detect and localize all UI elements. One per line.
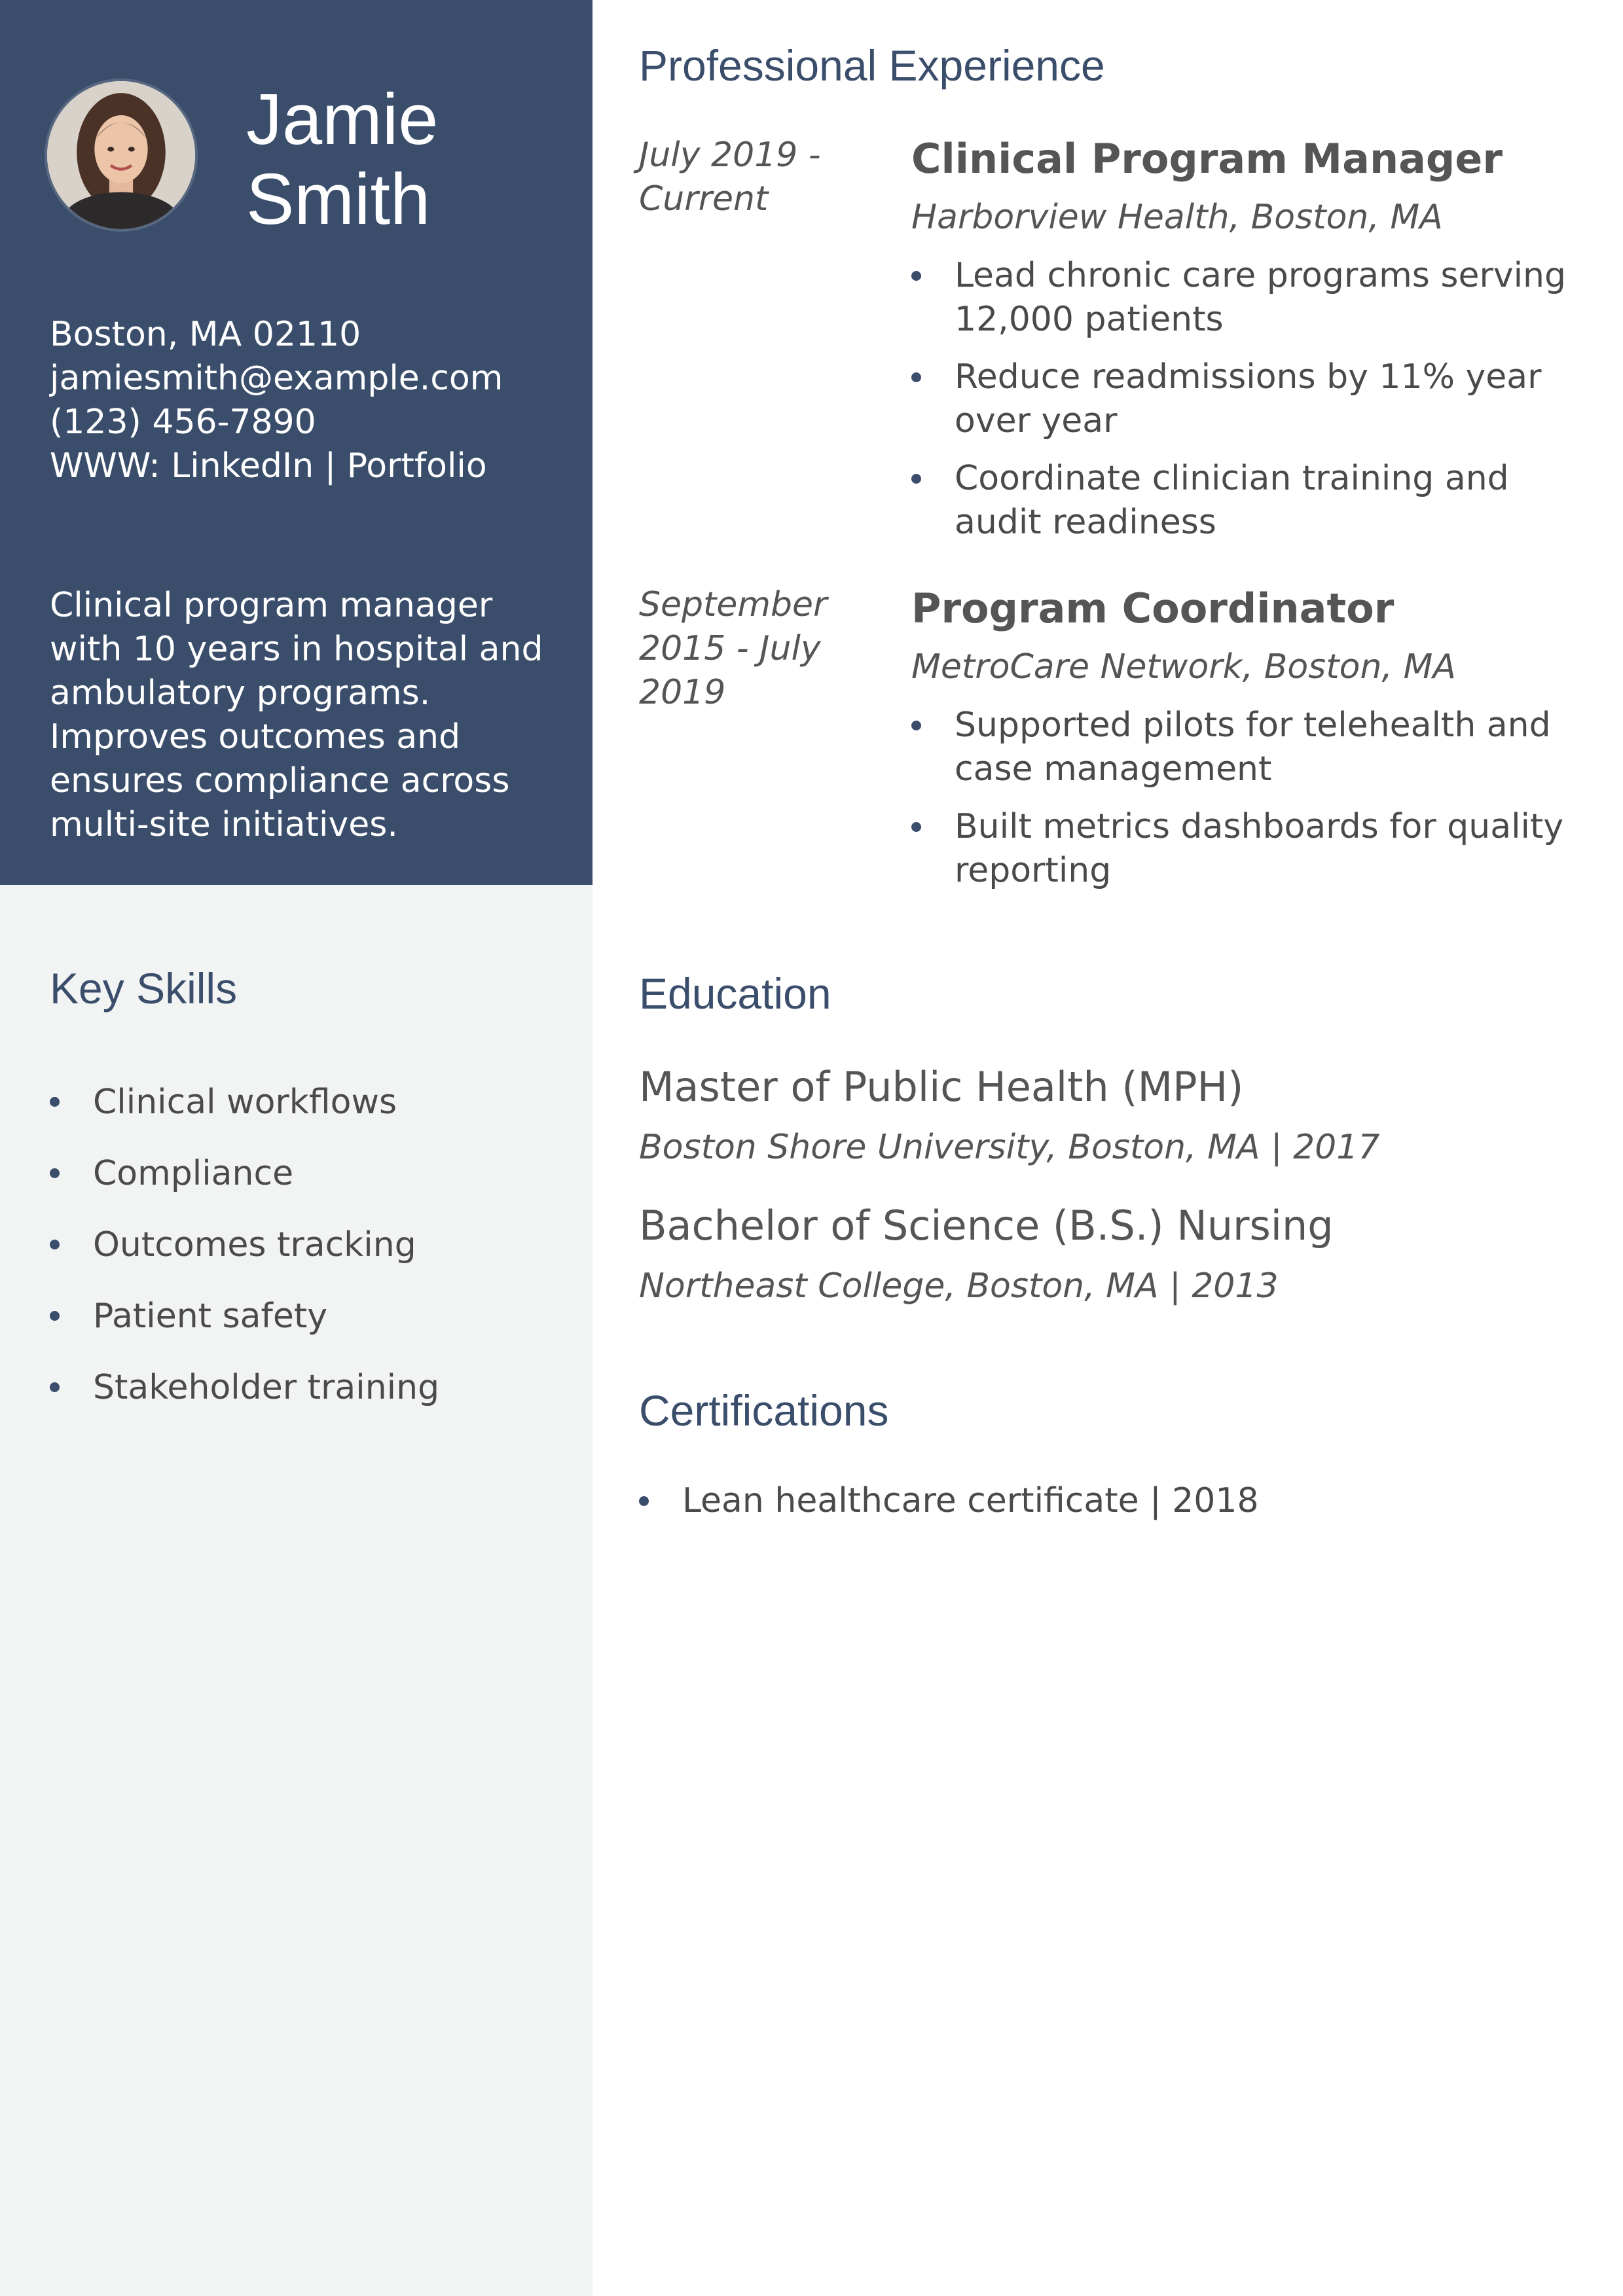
- web-links[interactable]: WWW: LinkedIn | Portfolio: [50, 446, 487, 486]
- school: Boston Shore University, Boston, MA | 2017: [639, 1128, 1380, 1167]
- job-bullet: Reduce readmissions by 11% year over year: [911, 355, 1579, 443]
- job-dates: July 2019 - Current: [639, 135, 821, 219]
- job-title: Program Coordinator: [911, 584, 1395, 632]
- skills-list: [50, 1067, 439, 1424]
- job-bullet: Supported pilots for telehealth and case management: [911, 704, 1579, 791]
- job-bullets: [911, 704, 1579, 906]
- skill-item: Patient safety: [50, 1281, 439, 1352]
- email[interactable]: jamiesmith@example.com: [50, 359, 503, 398]
- skill-item: Clinical workflows: [50, 1067, 439, 1138]
- experience-heading: Professional Experience: [639, 41, 1105, 90]
- last-name: Smith: [246, 159, 431, 240]
- phone[interactable]: (123) 456-7890: [50, 403, 316, 442]
- degree: Master of Public Health (MPH): [639, 1063, 1244, 1111]
- contact-info: [50, 313, 503, 488]
- certifications-heading: Certifications: [639, 1386, 889, 1435]
- certification-item: Lean healthcare certificate | 2018: [639, 1479, 1259, 1523]
- summary: Clinical program manager with 10 years in hospital and ambulatory programs. Improves outcomes and ensures compliance across multi-site initiatives.: [50, 586, 543, 844]
- certifications-list: [639, 1479, 1259, 1523]
- address: Boston, MA 02110: [50, 315, 361, 354]
- job-bullet: Built metrics dashboards for quality reporting: [911, 805, 1579, 893]
- skill-item: Compliance: [50, 1138, 439, 1210]
- person-photo-icon: [47, 81, 195, 229]
- job-bullet: Lead chronic care programs serving 12,000 patients: [911, 254, 1579, 342]
- job-bullets: [911, 254, 1579, 558]
- degree: Bachelor of Science (B.S.) Nursing: [639, 1202, 1334, 1249]
- skills-heading: Key Skills: [50, 964, 238, 1013]
- job-dates: September 2015 - July 2019: [639, 585, 828, 712]
- profile-photo: [47, 81, 195, 229]
- job-company: Harborview Health, Boston, MA: [911, 198, 1443, 237]
- first-name: Jamie: [246, 79, 439, 160]
- candidate-name: [246, 80, 438, 240]
- job-bullet: Coordinate clinician training and audit readiness: [911, 457, 1579, 545]
- school: Northeast College, Boston, MA | 2013: [639, 1266, 1279, 1306]
- education-heading: Education: [639, 969, 831, 1018]
- skill-item: Outcomes tracking: [50, 1210, 439, 1281]
- job-company: MetroCare Network, Boston, MA: [911, 647, 1456, 687]
- skill-item: Stakeholder training: [50, 1352, 439, 1424]
- job-title: Clinical Program Manager: [911, 135, 1503, 183]
